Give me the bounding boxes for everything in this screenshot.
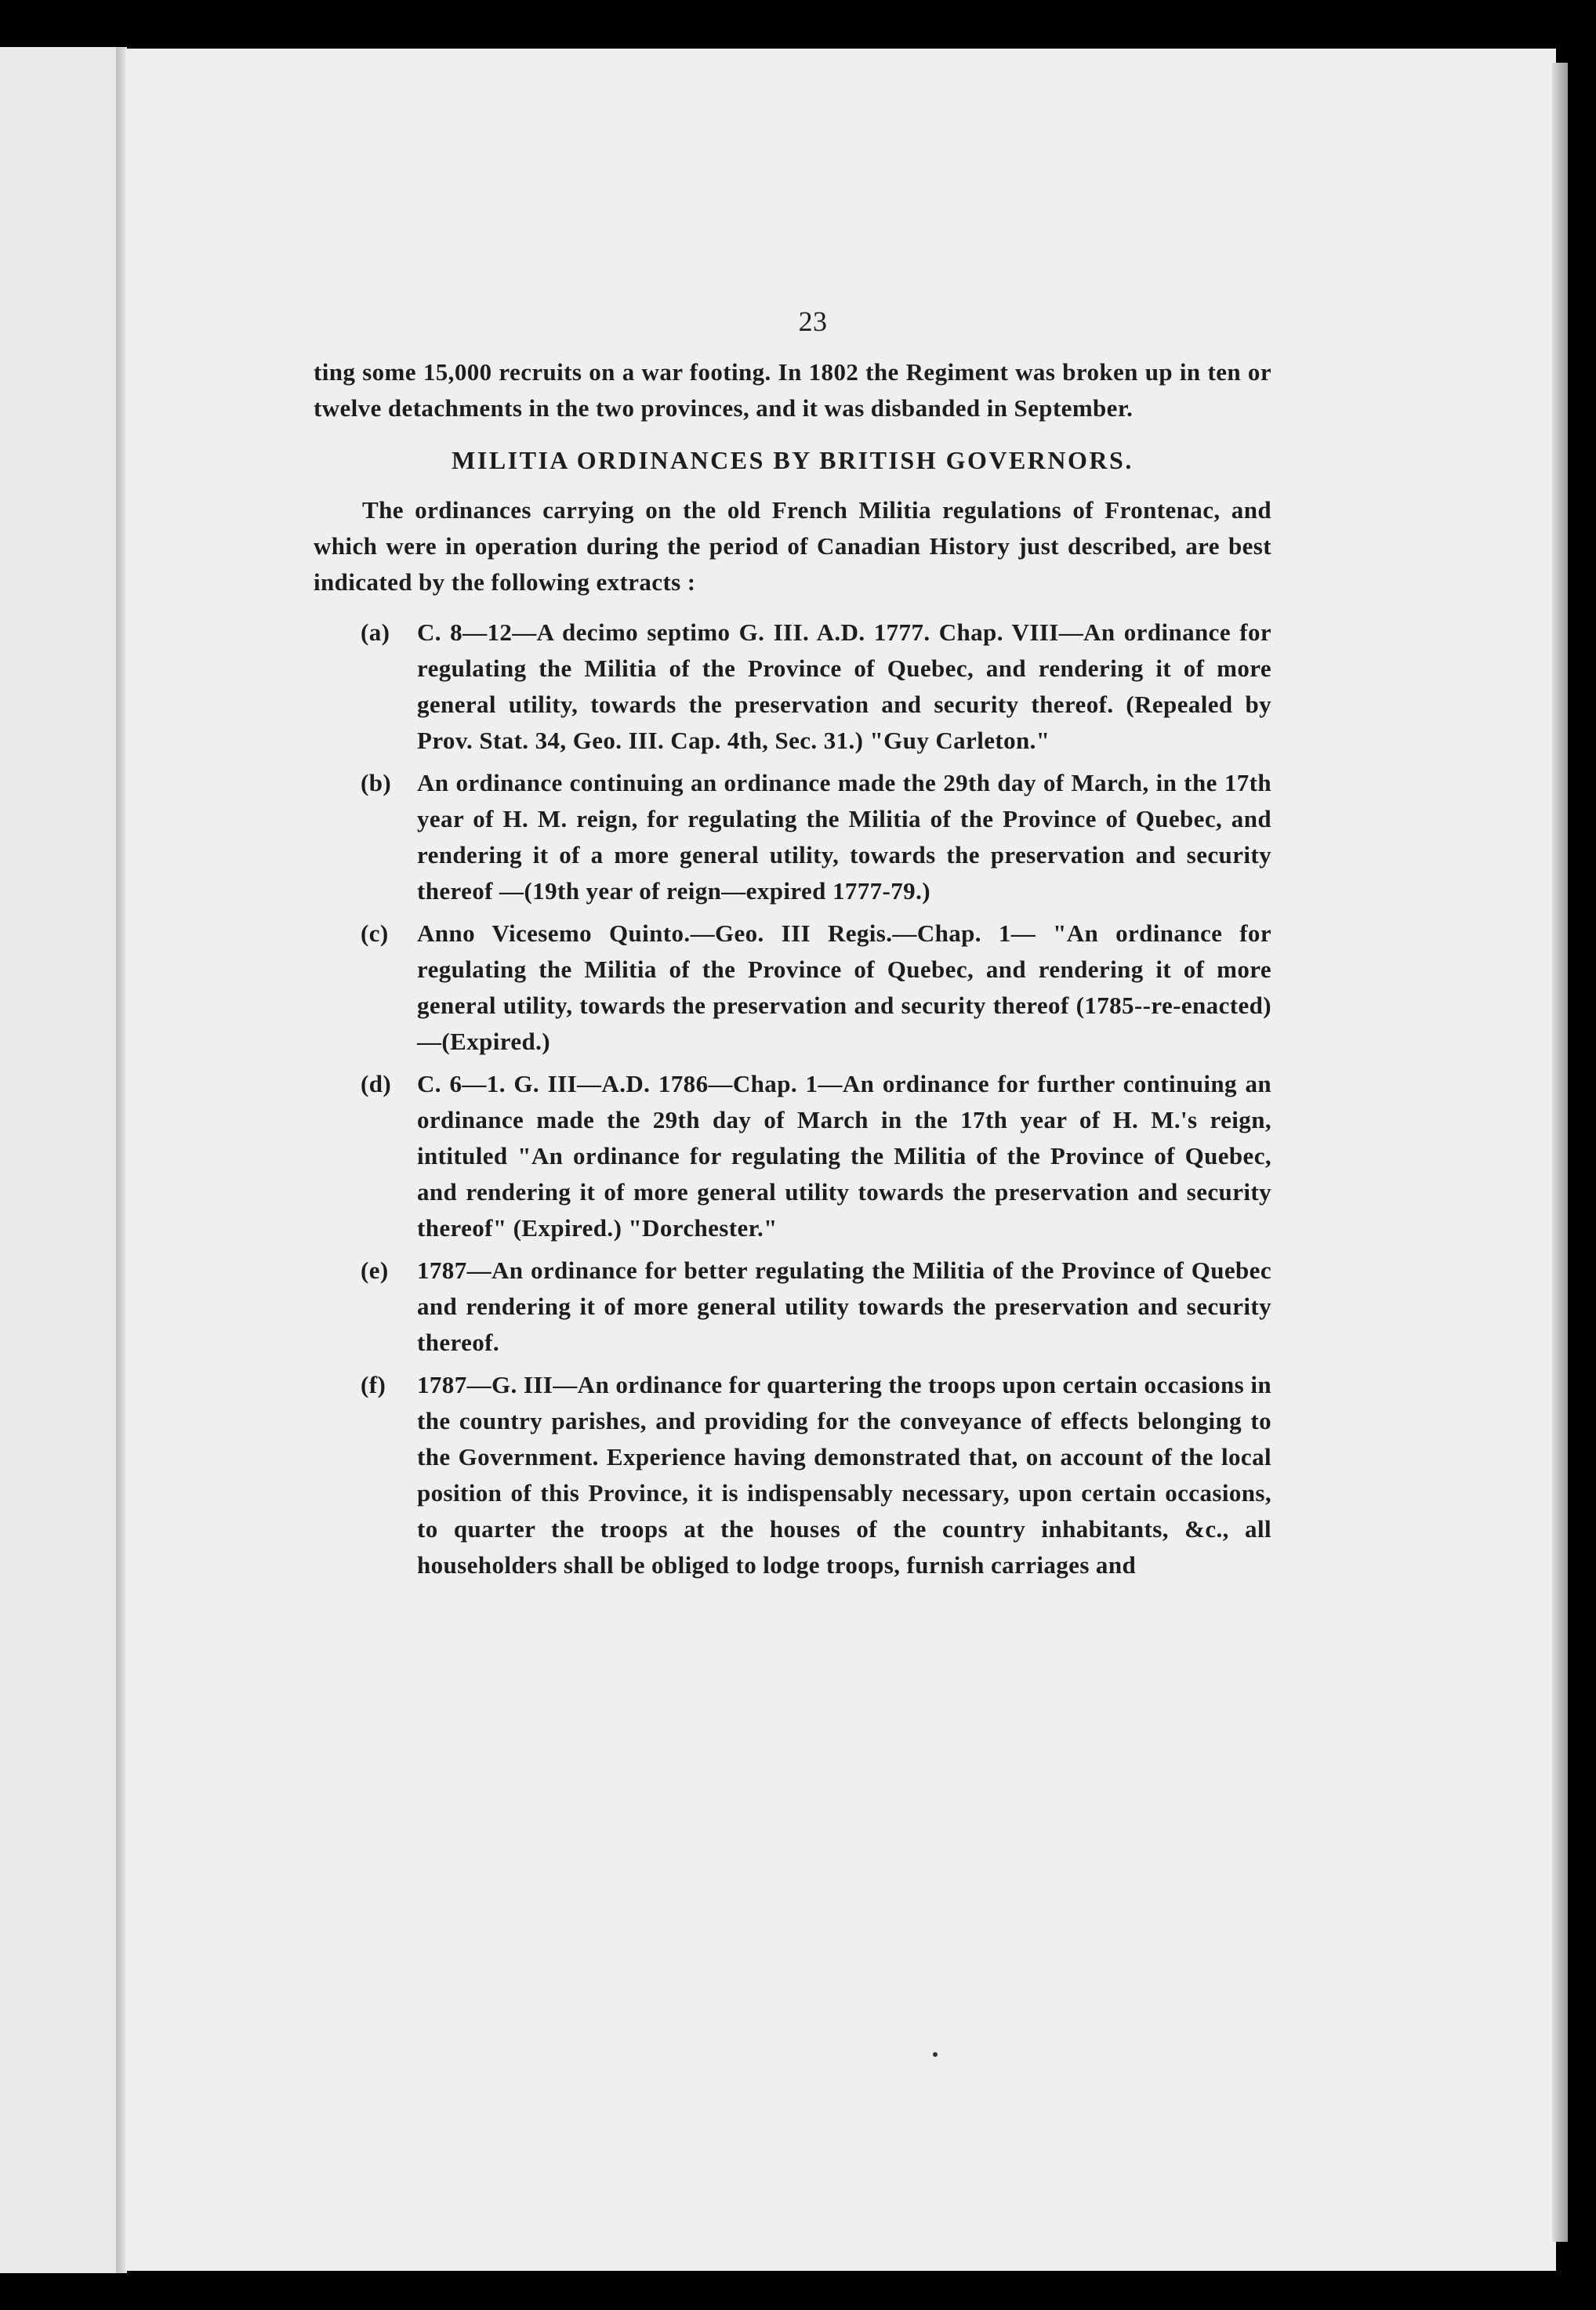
ordinance-item-c <box>314 916 1271 1060</box>
ordinance-item-b <box>314 765 1271 909</box>
item-text: 1787—G. III—An ordinance for quartering the troops upon certain occasions in the country parishes, and providing for the conveyance of effects belonging to the Government. Experience having demonstrated that, on account of the local position of this Province, it is indispensably necessary, upon certain occasions, to quarter the troops at the houses of the country inhabitants, &c., all householders shall be obliged to lodge troops, furnish carriages and <box>417 1371 1271 1579</box>
item-marker: (f) <box>361 1371 386 1398</box>
item-text: Anno Vicesemo Quinto.—Geo. III Regis.—Chap. 1— "An ordinance for regulating the Militia of the Province of Quebec, and rendering it of more general utility, towards the preservation and security thereof (1785--re-enacted) —(Expired.) <box>417 919 1271 1055</box>
ordinance-item-f <box>314 1367 1271 1583</box>
item-marker: (b) <box>361 769 392 796</box>
item-text: C. 8—12—A decimo septimo G. III. A.D. 1777. Chap. VIII—An ordinance for regulating the Militia of the Province of Quebec, and rendering it of more general utility, towards the preservation and security thereof. (Repealed by Prov. Stat. 34, Geo. III. Cap. 4th, Sec. 31.) "Guy Carleton." <box>417 618 1271 754</box>
item-text: 1787—An ordinance for better regulating the Militia of the Province of Quebec and rendering it of more general utility towards the preservation and security thereof. <box>417 1257 1271 1356</box>
item-marker: (e) <box>361 1257 389 1284</box>
ink-speck <box>933 2052 938 2057</box>
ordinance-item-e <box>314 1253 1271 1361</box>
intro-paragraph: ting some 15,000 recruits on a war footing. In 1802 the Regiment was broken up in ten or twelve detachments in the two provinces, and it was disbanded in September. <box>314 358 1271 422</box>
ordinance-item-a <box>314 615 1271 759</box>
item-marker: (c) <box>361 919 389 947</box>
page-right-edge <box>1552 63 1568 2242</box>
lead-paragraph: The ordinances carrying on the old French Militia regulations of Frontenac, and which were in operation during the period of Canadian History just described, are best indicated by the following extracts : <box>314 496 1271 596</box>
item-text: C. 6—1. G. III—A.D. 1786—Chap. 1—An ordinance for further continuing an ordinance made the 29th day of March in the 17th year of H. M.'s reign, intituled "An ordinance for regulating the Militia of the Province of Quebec, and rendering it of more general utility towards the preservation and security thereof" (Expired.) "Dorchester." <box>417 1070 1271 1242</box>
ordinance-item-d <box>314 1066 1271 1246</box>
page-content <box>314 306 1271 1590</box>
page-number: 23 <box>798 306 828 337</box>
section-heading: MILITIA ORDINANCES BY BRITISH GOVERNORS. <box>452 446 1134 474</box>
item-marker: (a) <box>361 618 390 646</box>
item-marker: (d) <box>361 1070 392 1097</box>
item-text: An ordinance continuing an ordinance made the 29th day of March, in the 17th year of H. M. reign, for regulating the Militia of the Province of Quebec, and rendering it of a more general utility, towards the preservation and security thereof —(19th year of reign—expired 1777-79.) <box>417 769 1271 905</box>
facing-page-edge <box>0 47 118 2273</box>
